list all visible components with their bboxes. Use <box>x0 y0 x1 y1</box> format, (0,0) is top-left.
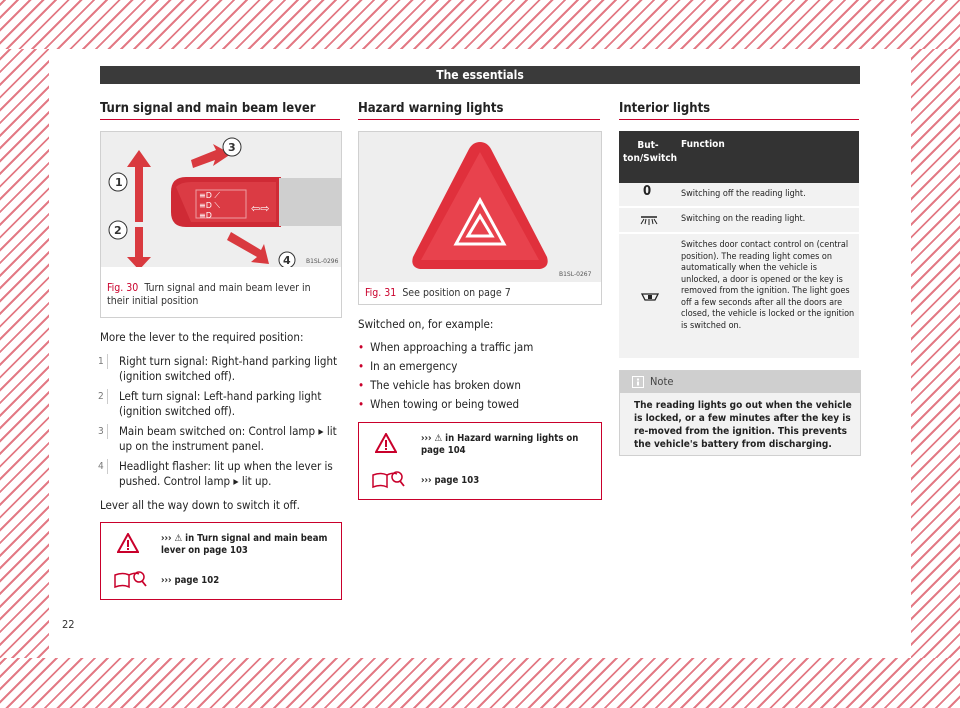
figure-label: Fig. 30 <box>107 282 139 294</box>
figure-code: B1SL-0267 <box>559 271 592 278</box>
bullet-list <box>358 338 533 414</box>
item-number: 3 <box>98 424 108 439</box>
list-item: • When approaching a traffic jam <box>358 338 533 357</box>
list-item: • When towing or being towed <box>358 395 533 414</box>
svg-text:≡D ⟍: ≡D ⟍ <box>199 201 221 210</box>
table-row <box>619 234 859 360</box>
figure-caption <box>107 282 332 308</box>
col-header-function: Function <box>681 139 725 150</box>
item-text: Left turn signal: Left-hand parking light (ignition switched off). <box>119 389 322 418</box>
list-item: • The vehicle has broken down <box>358 376 533 395</box>
figure-caption-text[interactable]: See position on page 7 <box>402 287 511 299</box>
info-icon <box>632 376 644 388</box>
warning-triangle-icon <box>375 433 397 453</box>
manual-book-icon <box>113 567 147 591</box>
section-title-interior: Interior lights <box>619 101 711 116</box>
row-function: Switches door contact control on (central position). The reading light comes on automatically when the vehicle is unlocked, a door is opened or the key is removed from the ignition. The light goes off a few seconds after all the doors are closed, the vehicle is locked or the ignition is switched on. <box>681 240 855 331</box>
figure-hazard <box>358 131 602 305</box>
table-row <box>619 183 859 208</box>
door-contact-icon <box>641 292 659 302</box>
col-header-button: But-ton/Switch <box>623 140 678 164</box>
outro-text: Lever all the way down to switch it off. <box>100 498 300 512</box>
warning-triangle-icon <box>117 533 139 553</box>
page-border-left <box>0 49 49 658</box>
warning-ref-2[interactable]: ››› page 103 <box>421 475 480 486</box>
note-box <box>619 370 861 456</box>
intro-text: Switched on, for example: <box>358 317 494 331</box>
item-number: 4 <box>98 459 108 474</box>
row-function: Switching on the reading light. <box>681 214 806 224</box>
list-item <box>100 459 340 489</box>
section-rule <box>619 119 859 120</box>
warning-box <box>100 522 342 600</box>
table-row <box>619 208 859 234</box>
reading-light-on-icon <box>639 214 659 226</box>
figure-label: Fig. 31 <box>365 287 397 299</box>
page-number: 22 <box>62 618 75 631</box>
section-rule <box>358 119 600 120</box>
warning-box <box>358 422 602 500</box>
svg-text:≡D ⟋: ≡D ⟋ <box>199 191 221 200</box>
section-rule <box>100 119 340 120</box>
page-border-top <box>0 0 960 49</box>
svg-text:⇦⇨: ⇦⇨ <box>251 202 270 215</box>
manual-book-icon <box>371 467 405 491</box>
list-item: • In an emergency <box>358 357 533 376</box>
item-text: Main beam switched on: Control lamp ▸ lit up on the instrument panel. <box>119 424 337 453</box>
warning-ref-1[interactable]: ››› ⚠ in Hazard warning lights on page 104 <box>421 433 579 456</box>
item-number: 1 <box>98 354 108 369</box>
page-border-right <box>911 49 960 658</box>
intro-text: More the lever to the required position: <box>100 330 304 344</box>
table-header <box>619 131 859 183</box>
svg-text:≡D: ≡D <box>199 211 212 220</box>
figure-turn-signal <box>100 131 342 318</box>
row-function: Switching off the reading light. <box>681 189 806 199</box>
callout-4: 4 <box>283 254 291 267</box>
note-header <box>620 371 860 393</box>
callout-2: 2 <box>114 224 122 237</box>
warning-ref-1[interactable]: ››› ⚠ in Turn signal and main beam lever on page 103 <box>161 533 328 556</box>
list-item <box>100 424 340 454</box>
item-text: Headlight flasher: lit up when the lever is pushed. Control lamp ▸ lit up. <box>119 459 333 488</box>
turn-signal-lever-illustration <box>101 132 341 267</box>
section-title-turn-signal: Turn signal and main beam lever <box>100 101 316 116</box>
chapter-header: The essentials <box>100 66 860 84</box>
hazard-button-illustration <box>359 132 601 282</box>
item-number: 2 <box>98 389 108 404</box>
light-off-icon: 0 <box>643 184 652 199</box>
item-text: Right turn signal: Right-hand parking light (ignition switched off). <box>119 354 338 383</box>
figure-caption <box>365 287 595 300</box>
note-title: Note <box>650 375 674 388</box>
callout-1: 1 <box>115 176 123 189</box>
section-title-hazard: Hazard warning lights <box>358 101 504 116</box>
figure-code: B1SL-0296 <box>306 258 339 265</box>
page-border-bottom <box>0 658 960 708</box>
interior-lights-table <box>619 131 859 360</box>
warning-ref-2[interactable]: ››› page 102 <box>161 575 220 586</box>
callout-3: 3 <box>228 141 236 154</box>
list-item <box>100 389 340 419</box>
figure-caption-text: Turn signal and main beam lever in their initial position <box>107 282 311 307</box>
list-item <box>100 354 340 384</box>
note-text: The reading lights go out when the vehicle is locked, or a few minutes after the key is re-moved from the ignition. This prevents the vehicle's battery from discharging. <box>634 400 852 450</box>
